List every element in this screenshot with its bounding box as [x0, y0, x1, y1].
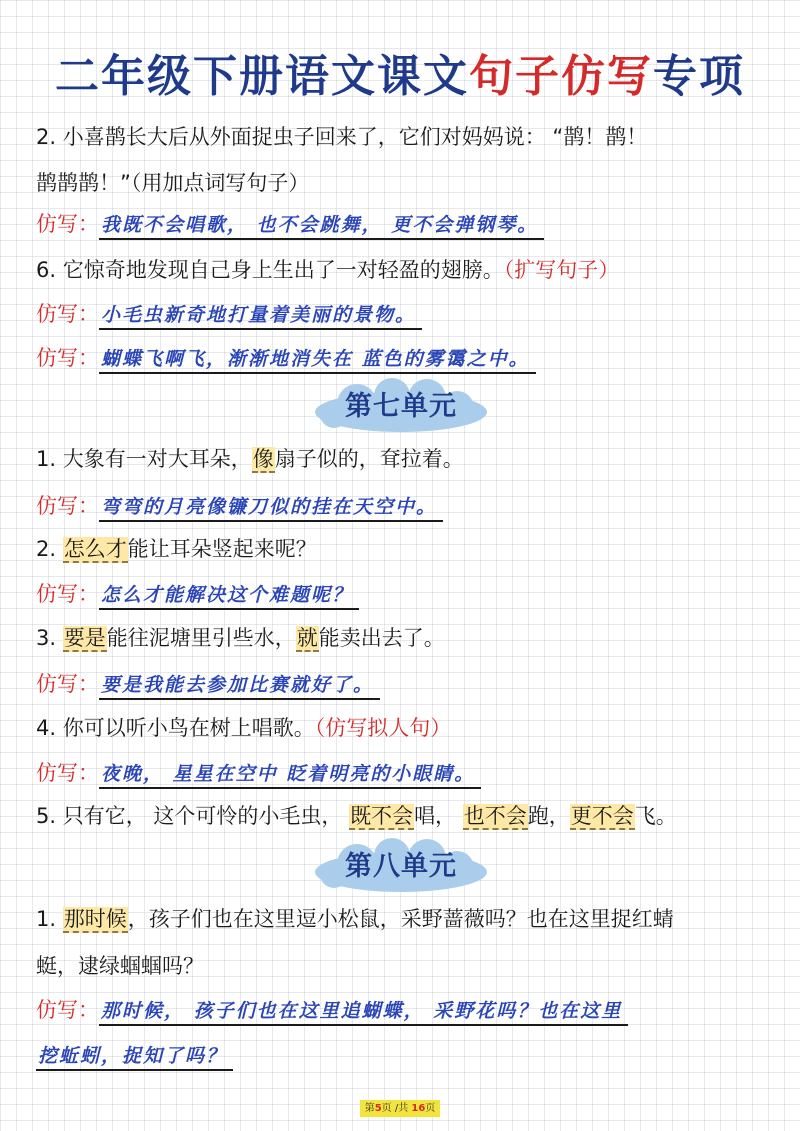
question-text: 2. — [36, 537, 63, 561]
question-2-line-1: 2. 小喜鹊长大后从外面捉虫子回来了，它们对妈妈说： “鹊！鹊！ — [36, 125, 648, 149]
highlight-word: 就 — [296, 626, 318, 650]
highlight-word: 也不会 — [463, 804, 527, 828]
question-text: 能往泥塘里引些水， — [106, 626, 296, 650]
question-text: 扇子似的，耷拉着。 — [274, 447, 464, 471]
imitate-label: 仿写： — [36, 346, 99, 370]
highlight-word: 既不会 — [350, 804, 414, 828]
imitate-label: 仿写： — [36, 582, 99, 606]
question-text: 能卖出去了。 — [318, 626, 445, 650]
answer-text-continued: 挖蚯蚓，捉知了吗？ — [36, 1041, 233, 1071]
imitate-label: 仿写： — [36, 672, 99, 696]
imitate-label: 仿写： — [36, 494, 99, 518]
answer-text: 我既不会唱歌， 也不会跳舞， 更不会弹钢琴。 — [99, 210, 544, 240]
title-part-3: 专项 — [653, 51, 745, 102]
page-separator: 页 /共 — [381, 1103, 412, 1114]
highlight-word: 要是 — [63, 626, 106, 650]
question-6 — [36, 254, 619, 284]
question-text: 唱， — [414, 804, 463, 828]
question-1 — [36, 443, 464, 473]
question-2 — [36, 533, 317, 563]
question-2-line-2: 鹊鹊鹊！”（用加点词写句子） — [36, 171, 310, 195]
page-suffix: 页 — [425, 1103, 436, 1114]
imitate-label: 仿写： — [36, 761, 99, 785]
page-total: 16 — [411, 1103, 426, 1114]
imitate-label: 仿写： — [36, 998, 99, 1022]
question-text: ，孩子们也在这里逗小松鼠，采野蔷薇吗？也在这里捉红蜻 — [127, 907, 674, 931]
question-5 — [36, 800, 677, 830]
title-part-2: 句子仿写 — [469, 51, 653, 102]
question-text: 1. — [36, 907, 63, 931]
question-text: 飞。 — [634, 804, 677, 828]
highlight-word: 怎么才 — [63, 537, 127, 561]
page-number: 5 — [374, 1103, 382, 1114]
question-note: （仿写拟人句） — [314, 716, 452, 740]
question-1-line-1 — [36, 903, 674, 933]
page-prefix: 第 — [364, 1103, 375, 1114]
question-note: （扩写句子） — [503, 258, 620, 282]
page-title — [0, 40, 800, 104]
answer-row — [36, 490, 443, 522]
question-text: 3. — [36, 626, 63, 650]
question-1-line-2: 蜓，逮绿蝈蝈吗？ — [36, 954, 204, 978]
unit-title: 第八单元 — [345, 851, 457, 882]
unit-title: 第七单元 — [345, 391, 457, 422]
answer-text: 那时候， 孩子们也在这里追蝴蝶， 采野花吗？也在这里 — [99, 996, 628, 1026]
unit-8-header — [312, 838, 490, 896]
highlight-word: 那时候 — [63, 907, 127, 931]
question-text: 能让耳朵竖起来呢？ — [127, 537, 317, 561]
question-text: 5. 只有它， 这个可怜的小毛虫， — [36, 804, 350, 828]
question-4 — [36, 712, 451, 742]
question-3 — [36, 622, 445, 652]
answer-text: 小毛虫新奇地打量着美丽的景物。 — [99, 300, 422, 330]
answer-text: 蝴蝶飞啊飞，渐渐地消失在 蓝色的雾霭之中。 — [99, 344, 536, 374]
page-indicator — [360, 1100, 440, 1117]
question-text: 4. 你可以听小鸟在树上唱歌。 — [36, 716, 315, 740]
unit-7-header — [312, 378, 490, 436]
imitate-label: 仿写： — [36, 302, 99, 326]
answer-row — [36, 668, 380, 700]
answer-row — [36, 994, 628, 1026]
answer-row — [36, 208, 544, 240]
highlight-word: 更不会 — [570, 804, 634, 828]
question-text: 跑， — [527, 804, 570, 828]
answer-row — [36, 342, 536, 374]
title-part-1: 二年级下册语文课文 — [55, 51, 469, 102]
question-text: 1. 大象有一对大耳朵， — [36, 447, 252, 471]
answer-text: 要是我能去参加比赛就好了。 — [99, 670, 380, 700]
answer-text: 夜晚， 星星在空中 眨着明亮的小眼睛。 — [99, 759, 481, 789]
answer-row — [36, 757, 481, 789]
answer-text: 怎么才能解决这个难题呢？ — [99, 580, 359, 610]
highlight-word: 像 — [252, 447, 274, 471]
answer-row — [36, 298, 422, 330]
answer-row — [36, 578, 359, 610]
imitate-label: 仿写： — [36, 212, 99, 236]
answer-text: 弯弯的月亮像镰刀似的挂在天空中。 — [99, 492, 443, 522]
question-text: 6. 它惊奇地发现自己身上生出了一对轻盈的翅膀。 — [36, 258, 504, 282]
